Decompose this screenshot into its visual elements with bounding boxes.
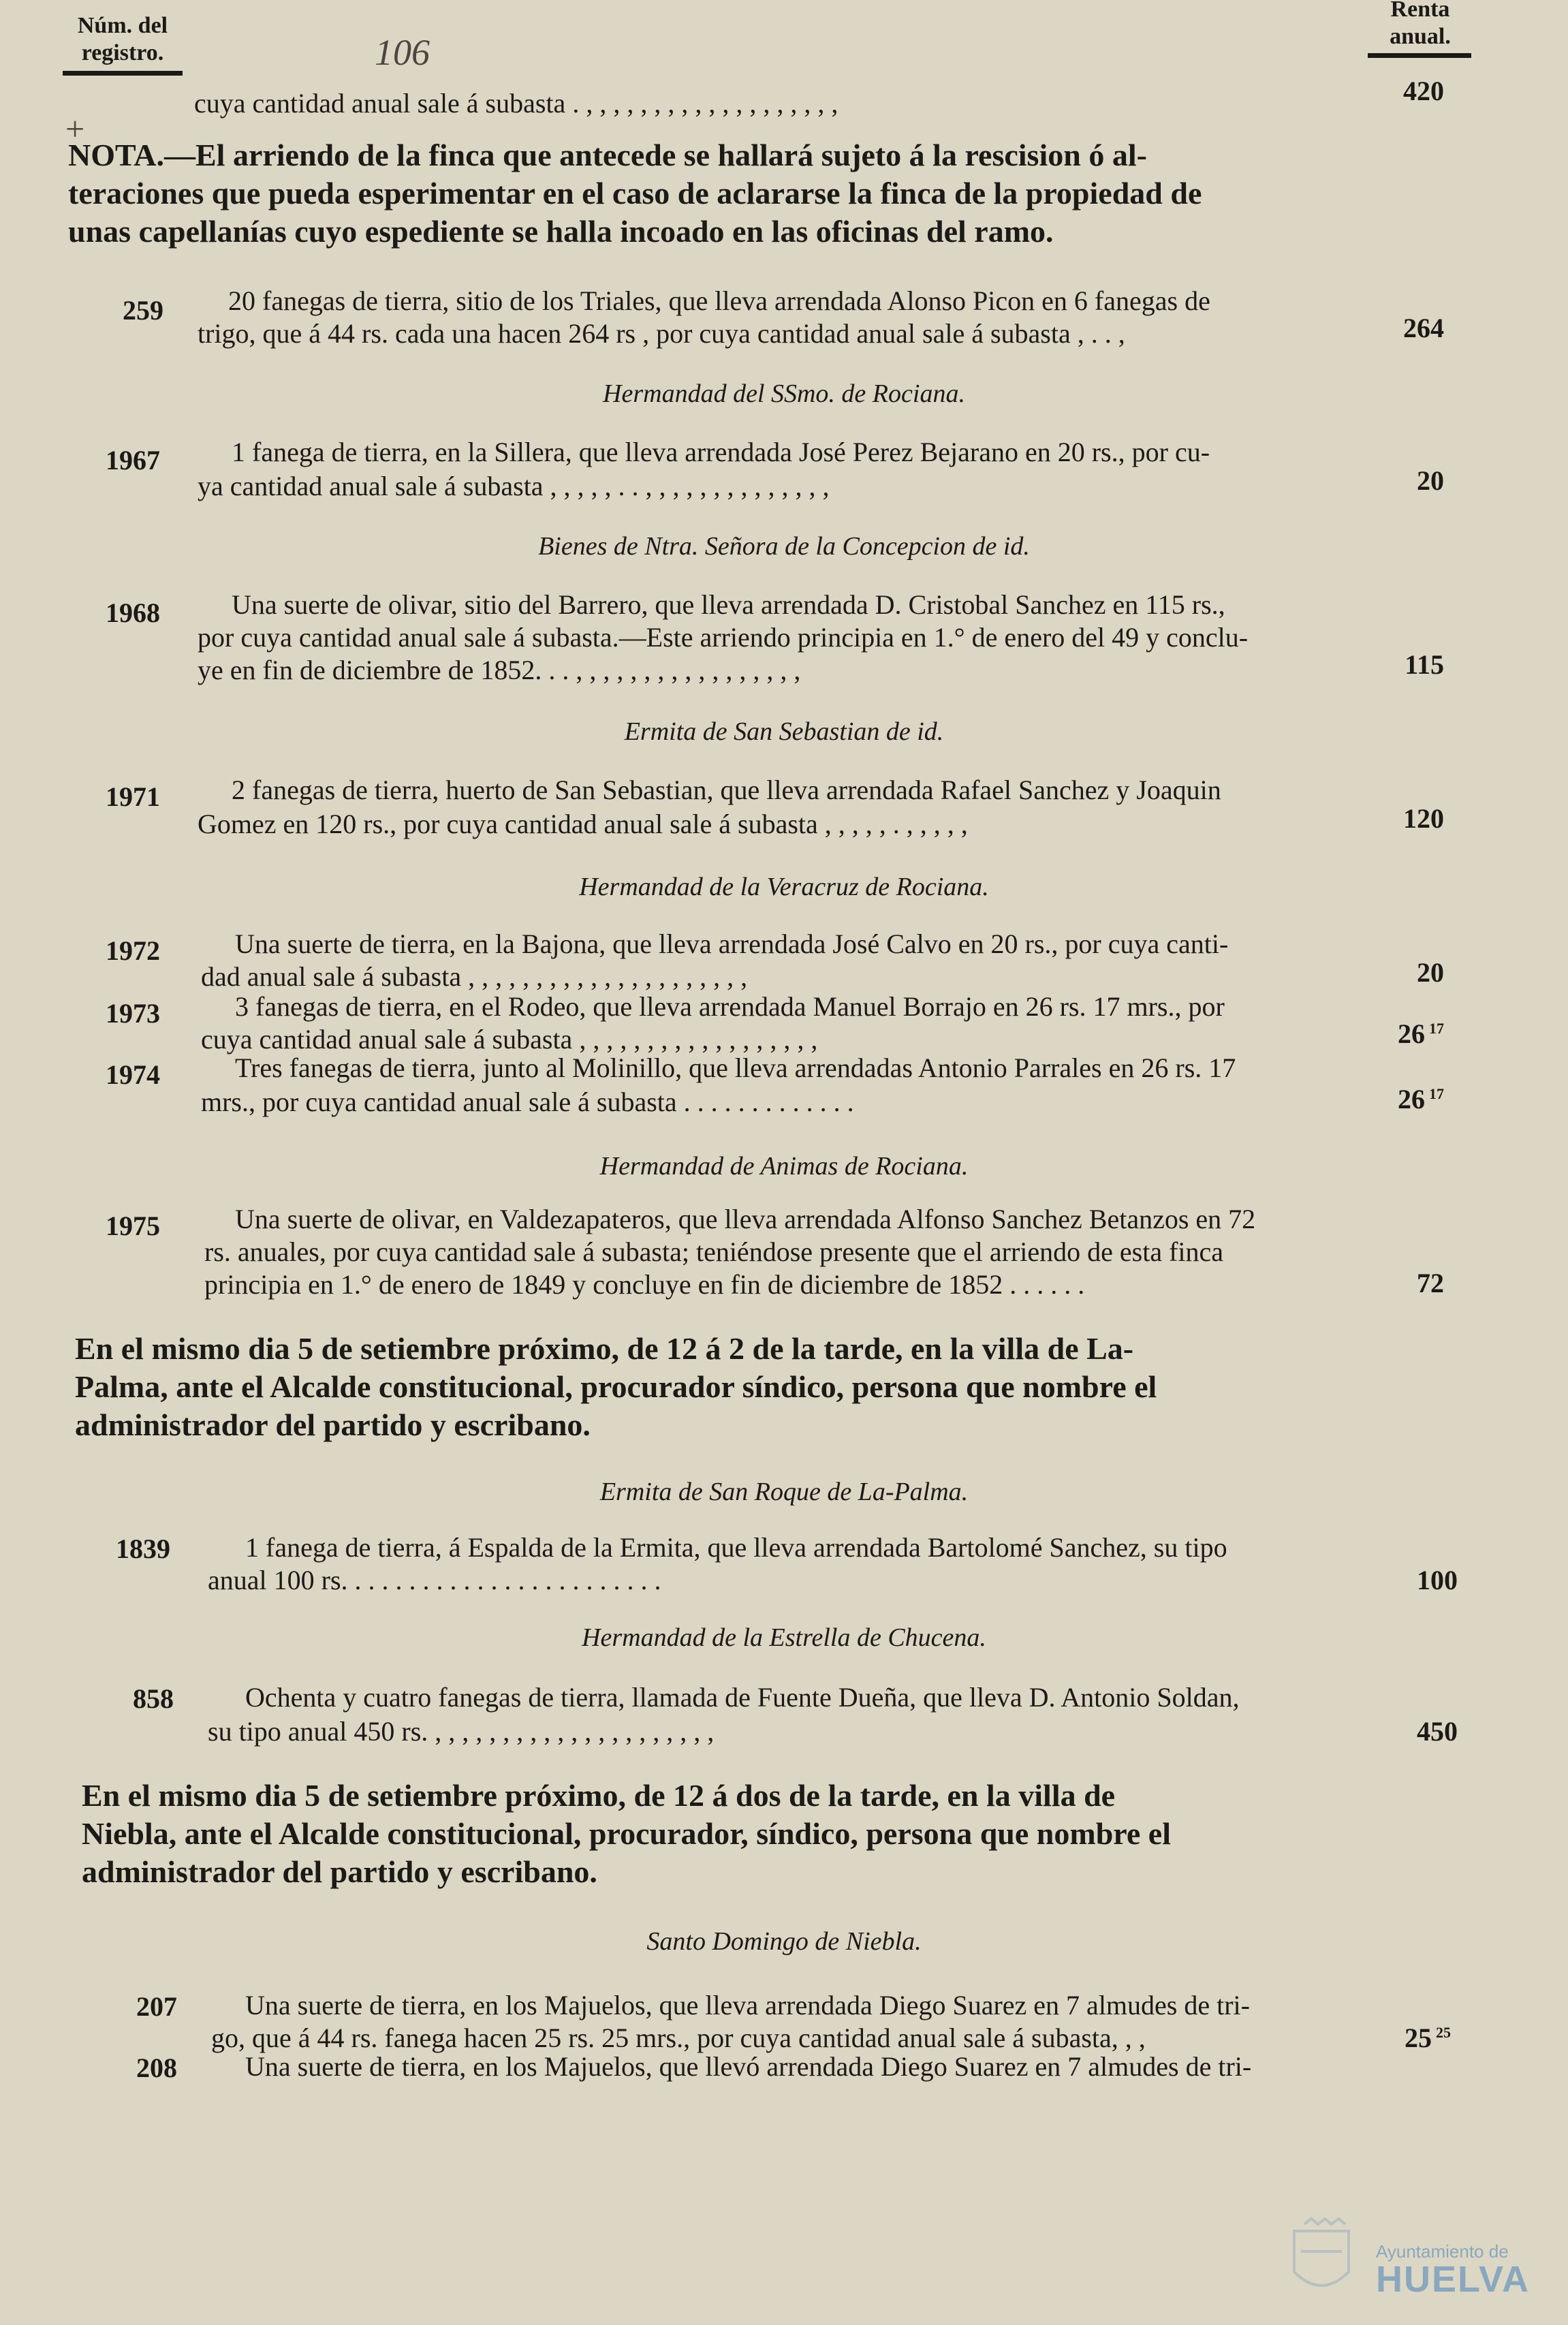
- nota-line: NOTA.—El arriendo de la finca que antecede se hallará sujeto á la rescision ó al-: [68, 138, 1147, 172]
- entry-amount: 100: [1417, 1565, 1458, 1595]
- entry-text-line: cuya cantidad anual sale á subasta , , , , , , , , , , , , , , , , , ,: [201, 1024, 818, 1055]
- column-header-registry: [61, 12, 184, 67]
- session-notice-line: Palma, ante el Alcalde constitucional, procurador síndico, persona que nombre el: [75, 1369, 1157, 1404]
- section-heading: Hermandad del SSmo. de Rociana.: [603, 379, 965, 408]
- stamp-city: HUELVA: [1376, 2259, 1530, 2300]
- entry-text-line: trigo, que á 44 rs. cada una hacen 264 rs , por cuya cantidad anual sale á subasta , . . ,: [198, 318, 1125, 349]
- column-header-rent-line1: Renta: [1390, 0, 1450, 22]
- entry-number: 1974: [106, 1059, 160, 1090]
- section-heading: Ermita de San Roque de La-Palma.: [599, 1478, 969, 1506]
- entry-amount: 20: [1417, 465, 1444, 496]
- entry-amount: 72: [1417, 1268, 1444, 1298]
- entry-number: 1971: [106, 781, 160, 812]
- session-notice: [75, 1330, 1492, 1444]
- entry-text-line: Tres fanegas de tierra, junto al Molinillo, que lleva arrendadas Antonio Parrales en 26 rs. 17: [235, 1052, 1236, 1083]
- section-heading: Ermita de San Sebastian de id.: [624, 717, 944, 746]
- section-heading: Hermandad de Animas de Rociana.: [599, 1152, 969, 1181]
- nota-line: unas capellanías cuyo espediente se halla incoado en las oficinas del ramo.: [68, 214, 1054, 249]
- session-notice-line: Niebla, ante el Alcalde constitucional, procurador, síndico, persona que nombre el: [82, 1816, 1171, 1851]
- section-heading: Hermandad de la Estrella de Chucena.: [582, 1623, 986, 1652]
- entry-text-line: Ochenta y cuatro fanegas de tierra, llamada de Fuente Dueña, que lleva D. Antonio Soldan,: [245, 1682, 1240, 1713]
- session-notice-line: En el mismo dia 5 de setiembre próximo, de 12 á 2 de la tarde, en la villa de La-: [75, 1331, 1134, 1366]
- entry-text-line: Una suerte de olivar, sitio del Barrero, que lleva arrendada D. Cristobal Sanchez en 115 rs.,: [232, 589, 1225, 620]
- entry-text-line: Gomez en 120 rs., por cuya cantidad anual sale á subasta , , , , , . , , , , ,: [198, 809, 968, 839]
- entry-text-line: Una suerte de olivar, en Valdezapateros, que lleva arrendada Alfonso Sanchez Betanzos en 72: [235, 1204, 1256, 1234]
- entry-amount: [1328, 1083, 1444, 1115]
- top-line-text: cuya cantidad anual sale á subasta . , , , , , , , , , , , , , , , , , , ,: [194, 88, 838, 119]
- entry-text-line: Una suerte de tierra, en los Majuelos, que llevó arrendada Diego Suarez en 7 almudes de tri-: [245, 2051, 1252, 2082]
- entry-amount-maravedis: 25: [1436, 2023, 1451, 2041]
- entry-amount: [1328, 1018, 1444, 1050]
- entry-text-line: go, que á 44 rs. fanega hacen 25 rs. 25 mrs., por cuya cantidad anual sale á subasta, , ,: [211, 2023, 1146, 2053]
- entry-text-line: rs. anuales, por cuya cantidad sale á subasta; teniéndose presente que el arriendo de esta finca: [204, 1236, 1224, 1267]
- entry-text-line: 3 fanegas de tierra, en el Rodeo, que lleva arrendada Manuel Borrajo en 26 rs. 17 mrs., por: [235, 991, 1225, 1022]
- section-heading: Santo Domingo de Niebla.: [646, 1927, 922, 1956]
- entry-number: 1968: [106, 597, 160, 628]
- entry-amount: 120: [1403, 803, 1444, 834]
- session-notice: [82, 1777, 1492, 1891]
- entry-text-line: 20 fanegas de tierra, sitio de los Triales, que lleva arrendada Alonso Picon en 6 fanegas de: [228, 285, 1210, 316]
- pencil-mark-icon: +: [65, 110, 85, 148]
- section-heading: Hermandad de la Veracruz de Rociana.: [579, 873, 989, 901]
- header-rule-right: [1368, 53, 1471, 58]
- header-rule-left: [63, 71, 183, 76]
- entry-number: 1973: [106, 998, 160, 1029]
- top-line-amount: 420: [1403, 76, 1444, 106]
- entry-amount-value: 26: [1398, 1018, 1425, 1049]
- entry-number: 1975: [106, 1211, 160, 1241]
- handwritten-page-number: 106: [375, 32, 430, 73]
- session-notice-line: administrador del partido y escribano.: [82, 1854, 597, 1889]
- entry-text-line: anual 100 rs. . . . . . . . . . . . . . . . . . . . . . . .: [208, 1565, 661, 1595]
- entry-amount: 115: [1405, 649, 1444, 680]
- column-header-registry-line1: Núm. del: [77, 13, 168, 38]
- entry-number: 208: [136, 2053, 177, 2083]
- entry-amount: [1335, 2022, 1451, 2054]
- entry-amount-value: 26: [1398, 1084, 1425, 1114]
- entry-number: 259: [123, 295, 163, 326]
- entry-text-line: principia en 1.° de enero de 1849 y concluye en fin de diciembre de 1852 . . . . . .: [204, 1269, 1085, 1300]
- column-header-rent: [1369, 0, 1471, 50]
- entry-text-line: 2 fanegas de tierra, huerto de San Sebastian, que lleva arrendada Rafael Sanchez y Joaquin: [232, 775, 1221, 805]
- entry-amount-maravedis: 17: [1429, 1019, 1444, 1037]
- entry-text-line: ya cantidad anual sale á subasta , , , , , . . , , , , , , , , , , , , , ,: [198, 471, 830, 501]
- nota-block: [68, 136, 1478, 251]
- entry-text-line: Una suerte de tierra, en la Bajona, que lleva arrendada José Calvo en 20 rs., por cuya canti-: [235, 929, 1229, 959]
- entry-number: 207: [136, 1991, 177, 2022]
- session-notice-line: administrador del partido y escribano.: [75, 1407, 591, 1442]
- entry-amount-value: 25: [1405, 2023, 1432, 2053]
- entry-text-line: Una suerte de tierra, en los Majuelos, que lleva arrendada Diego Suarez en 7 almudes de tri-: [245, 1990, 1250, 2020]
- entry-amount: 450: [1417, 1716, 1458, 1747]
- entry-text-line: dad anual sale á subasta , , , , , , , , , , , , , , , , , , , , ,: [201, 961, 748, 992]
- entry-number: 858: [133, 1683, 174, 1714]
- entry-text-line: su tipo anual 450 rs. , , , , , , , , , , , , , , , , , , , , ,: [208, 1716, 715, 1747]
- nota-line: teraciones que pueda esperimentar en el caso de aclararse la finca de la propiedad de: [68, 176, 1202, 210]
- entry-text-line: 1 fanega de tierra, á Espalda de la Ermita, que lleva arrendada Bartolomé Sanchez, su tipo: [245, 1532, 1227, 1563]
- entry-amount: 264: [1403, 313, 1444, 343]
- entry-number: 1972: [106, 935, 160, 966]
- entry-amount-maravedis: 17: [1429, 1085, 1444, 1102]
- entry-number: 1839: [116, 1533, 170, 1564]
- stamp-label: Ayuntamiento de: [1376, 2241, 1509, 2262]
- entry-amount: 20: [1417, 957, 1444, 988]
- column-header-rent-line2: anual.: [1390, 24, 1451, 49]
- entry-text-line: 1 fanega de tierra, en la Sillera, que lleva arrendada José Perez Bejarano en 20 rs., por cu-: [232, 437, 1210, 467]
- section-heading: Bienes de Ntra. Señora de la Concepcion de id.: [538, 532, 1030, 561]
- column-header-registry-line2: registro.: [81, 40, 164, 65]
- entry-text-line: por cuya cantidad anual sale á subasta.—Este arriendo principia en 1.° de enero del 49 y conclu-: [198, 622, 1249, 653]
- session-notice-line: En el mismo dia 5 de setiembre próximo, de 12 á dos de la tarde, en la villa de: [82, 1778, 1116, 1813]
- entry-text-line: mrs., por cuya cantidad anual sale á subasta . . . . . . . . . . . . .: [201, 1087, 854, 1117]
- entry-text-line: ye en fin de diciembre de 1852. . . , , , , , , , , , , , , , , , , ,: [198, 655, 801, 685]
- entry-number: 1967: [106, 445, 160, 475]
